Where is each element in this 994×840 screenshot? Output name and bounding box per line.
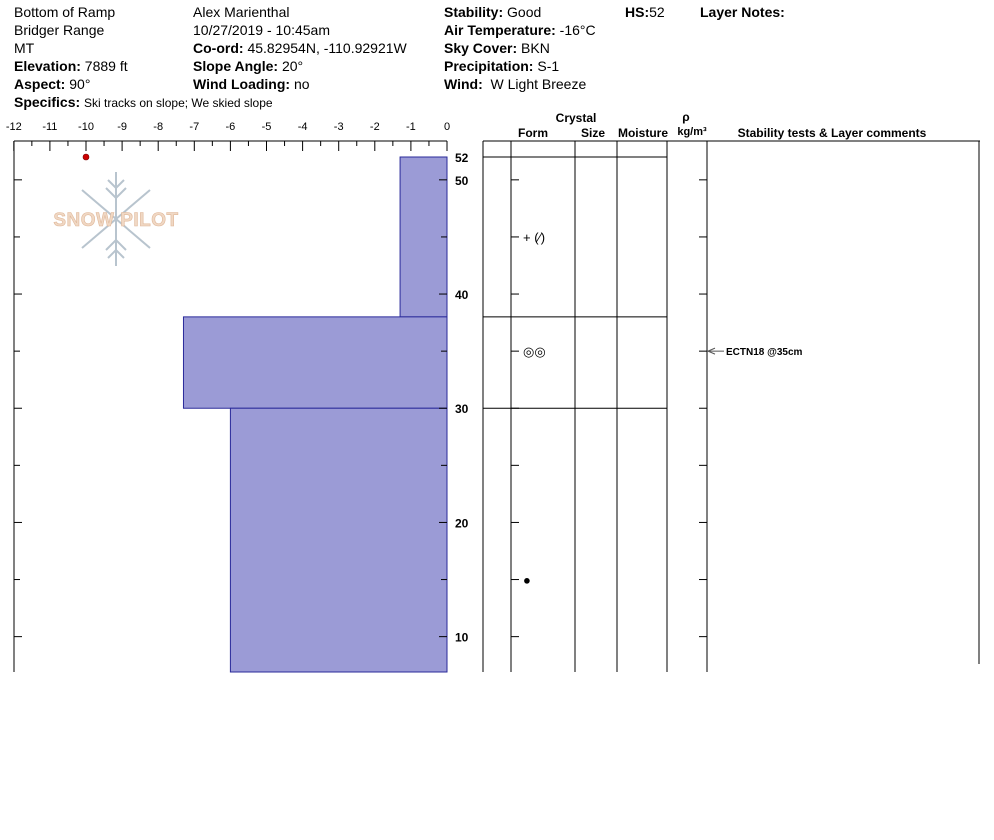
stability-label: Stability:: [444, 4, 504, 20]
coord-label: Co-ord:: [193, 40, 244, 56]
crystal-form-symbol: ●: [523, 572, 531, 588]
temperature-tick-label: -3: [333, 121, 344, 133]
density-rho-header: ρ: [682, 110, 690, 124]
aspect-value: 90°: [69, 76, 91, 92]
range-name: Bridger Range: [14, 22, 105, 38]
wind-loading-label: Wind Loading:: [193, 76, 291, 92]
size-header: Size: [580, 126, 606, 140]
snowpilot-logo-text: SNOW PILOT: [53, 210, 179, 231]
height-tick-label: 50: [455, 173, 469, 188]
height-tick-label: 52: [455, 151, 469, 165]
moisture-header: Moisture: [617, 126, 669, 140]
height-tick-label: 30: [455, 402, 469, 417]
slope-label: Slope Angle:: [193, 58, 279, 74]
wind-loading-value: no: [293, 76, 310, 92]
height-tick-label: 40: [455, 288, 469, 303]
stability-value: Good: [507, 4, 542, 20]
observation-datetime: 10/27/2019 - 10:45am: [193, 22, 330, 38]
observer-name: Alex Marienthal: [193, 4, 290, 20]
coord-value: 45.82954N, -110.92921W: [247, 40, 407, 56]
layer-notes-label: Layer Notes:: [700, 4, 785, 20]
hs-value: 52: [649, 4, 665, 20]
hs-label: HS:: [625, 4, 650, 20]
stability-comments-header: Stability tests & Layer comments: [737, 126, 927, 140]
snowpilot-logo: [53, 172, 178, 266]
temperature-tick-label: -8: [153, 121, 164, 133]
density-unit-header: kg/m³: [677, 126, 707, 138]
temperature-tick-label: 0: [443, 121, 451, 133]
hardness-bar: [400, 157, 447, 317]
temperature-tick-label: -5: [261, 121, 272, 133]
precipitation-value: S-1: [537, 58, 560, 74]
crystal-header: Crystal: [555, 111, 597, 125]
temperature-point: [83, 154, 89, 160]
air-temp-value: -16°C: [559, 22, 596, 38]
temperature-tick-label: -7: [189, 121, 200, 133]
sky-cover-label: Sky Cover:: [444, 40, 518, 56]
slope-value: 20°: [281, 58, 304, 74]
temperature-tick-label: -4: [297, 121, 308, 133]
temperature-tick-label: -2: [369, 121, 380, 133]
temperature-tick-label: -9: [117, 121, 127, 133]
stability-test-label: ECTN18 @35cm: [726, 347, 803, 359]
air-temp-label: Air Temperature:: [444, 22, 556, 38]
elevation-value: 7889 ft: [84, 58, 128, 74]
crystal-form-symbol: + (⁄): [523, 229, 546, 245]
temperature-tick-label: -11: [42, 121, 58, 133]
height-tick-label: 10: [455, 630, 469, 645]
sky-cover-value: BKN: [521, 40, 550, 56]
location-name: Bottom of Ramp: [14, 4, 116, 20]
state-name: MT: [14, 40, 35, 56]
temperature-tick-label: -6: [225, 121, 236, 133]
specifics-label: Specifics:: [14, 94, 81, 110]
height-tick-label: 20: [455, 516, 469, 531]
wind-label: Wind:: [444, 76, 483, 92]
hardness-bar: [183, 317, 447, 408]
aspect-label: Aspect:: [14, 76, 66, 92]
hardness-bar: [230, 408, 447, 672]
temperature-tick-label: -12: [5, 121, 22, 133]
temperature-tick-label: -1: [406, 121, 416, 133]
precipitation-label: Precipitation:: [444, 58, 534, 74]
form-header: Form: [518, 126, 548, 140]
specifics-value: Ski tracks on slope; We skied slope: [84, 96, 273, 110]
crystal-form-symbol: ◎◎: [523, 344, 546, 360]
wind-value: W Light Breeze: [490, 76, 587, 92]
elevation-label: Elevation:: [14, 58, 81, 74]
temperature-tick-label: -10: [78, 121, 94, 133]
